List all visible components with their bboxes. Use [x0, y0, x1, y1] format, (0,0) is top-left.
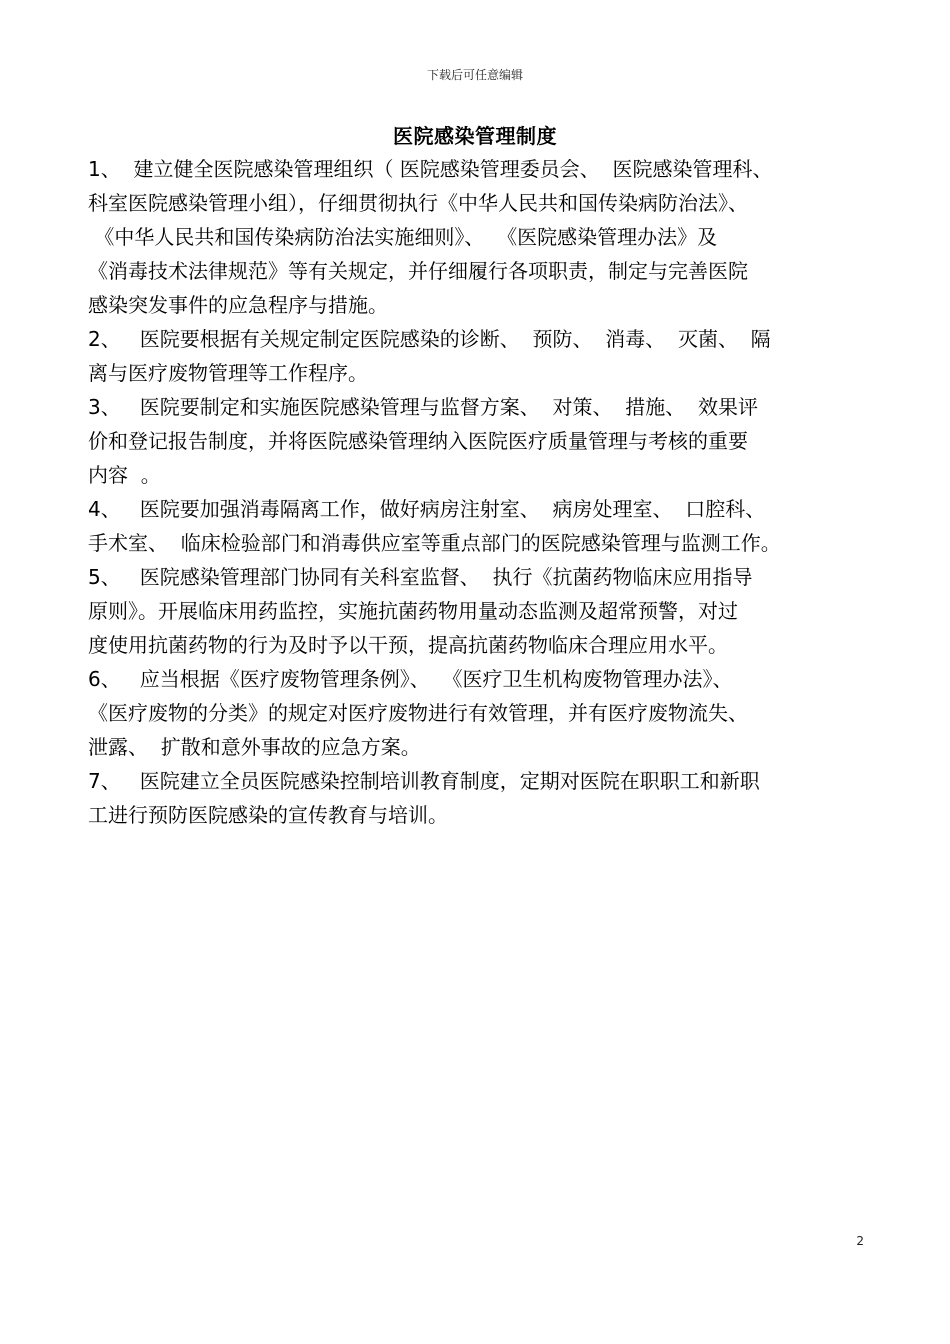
body-line: 泄露、 扩散和意外事故的应急方案。 — [88, 735, 421, 759]
body-line: 2、 医院要根据有关规定制定医院感染的诊断、 预防、 消毒、 灭菌、 隔 — [88, 327, 771, 351]
body-line: 内容 。 — [88, 463, 161, 487]
body-line: 7、 医院建立全员医院感染控制培训教育制度，定期对医院在职职工和新职 — [88, 769, 760, 793]
body-line: 3、 医院要制定和实施医院感染管理与监督方案、 对策、 措施、 效果评 — [88, 395, 758, 419]
body-line: 价和登记报告制度，并将医院感染管理纳入医院医疗质量管理与考核的重要 — [88, 429, 748, 453]
page-number: 2 — [856, 1234, 864, 1248]
document-body — [88, 152, 866, 832]
body-line: 手术室、 临床检验部门和消毒供应室等重点部门的医院感染管理与监测工作。 — [88, 531, 781, 555]
body-line: 1、 建立健全医院感染管理组织（ 医院感染管理委员会、 医院感染管理科、 — [88, 157, 773, 181]
body-line: 6、 应当根据《医疗废物管理条例》、 《医疗卫生机构废物管理办法》、 — [88, 667, 733, 691]
body-line: 5、 医院感染管理部门协同有关科室监督、 执行《抗菌药物临床应用指导 — [88, 565, 753, 589]
body-line: 《消毒技术法律规范》等有关规定，并仔细履行各项职责，制定与完善医院 — [88, 259, 748, 283]
body-line: 离与医疗废物管理等工作程序。 — [88, 361, 368, 385]
page-header-note: 下载后可任意编辑 — [426, 68, 523, 82]
body-line: 《中华人民共和国传染病防治法实施细则》、 《医院感染管理办法》及 — [88, 225, 718, 249]
body-line: 度使用抗菌药物的行为及时予以干预，提高抗菌药物临床合理应用水平。 — [88, 633, 728, 657]
body-line: 工进行预防医院感染的宣传教育与培训。 — [88, 803, 448, 827]
body-line: 科室医院感染管理小组），仔细贯彻执行《中华人民共和国传染病防治法》、 — [88, 191, 748, 215]
body-line: 感染突发事件的应急程序与措施。 — [88, 293, 388, 317]
body-line: 4、 医院要加强消毒隔离工作，做好病房注射室、 病房处理室、 口腔科、 — [88, 497, 766, 521]
document-title: 医院感染管理制度 — [393, 124, 557, 148]
body-line: 《医疗废物的分类》的规定对医疗废物进行有效管理，并有医疗废物流失、 — [88, 701, 748, 725]
body-line: 原则》。开展临床用药监控，实施抗菌药物用量动态监测及超常预警，对过 — [88, 599, 738, 623]
